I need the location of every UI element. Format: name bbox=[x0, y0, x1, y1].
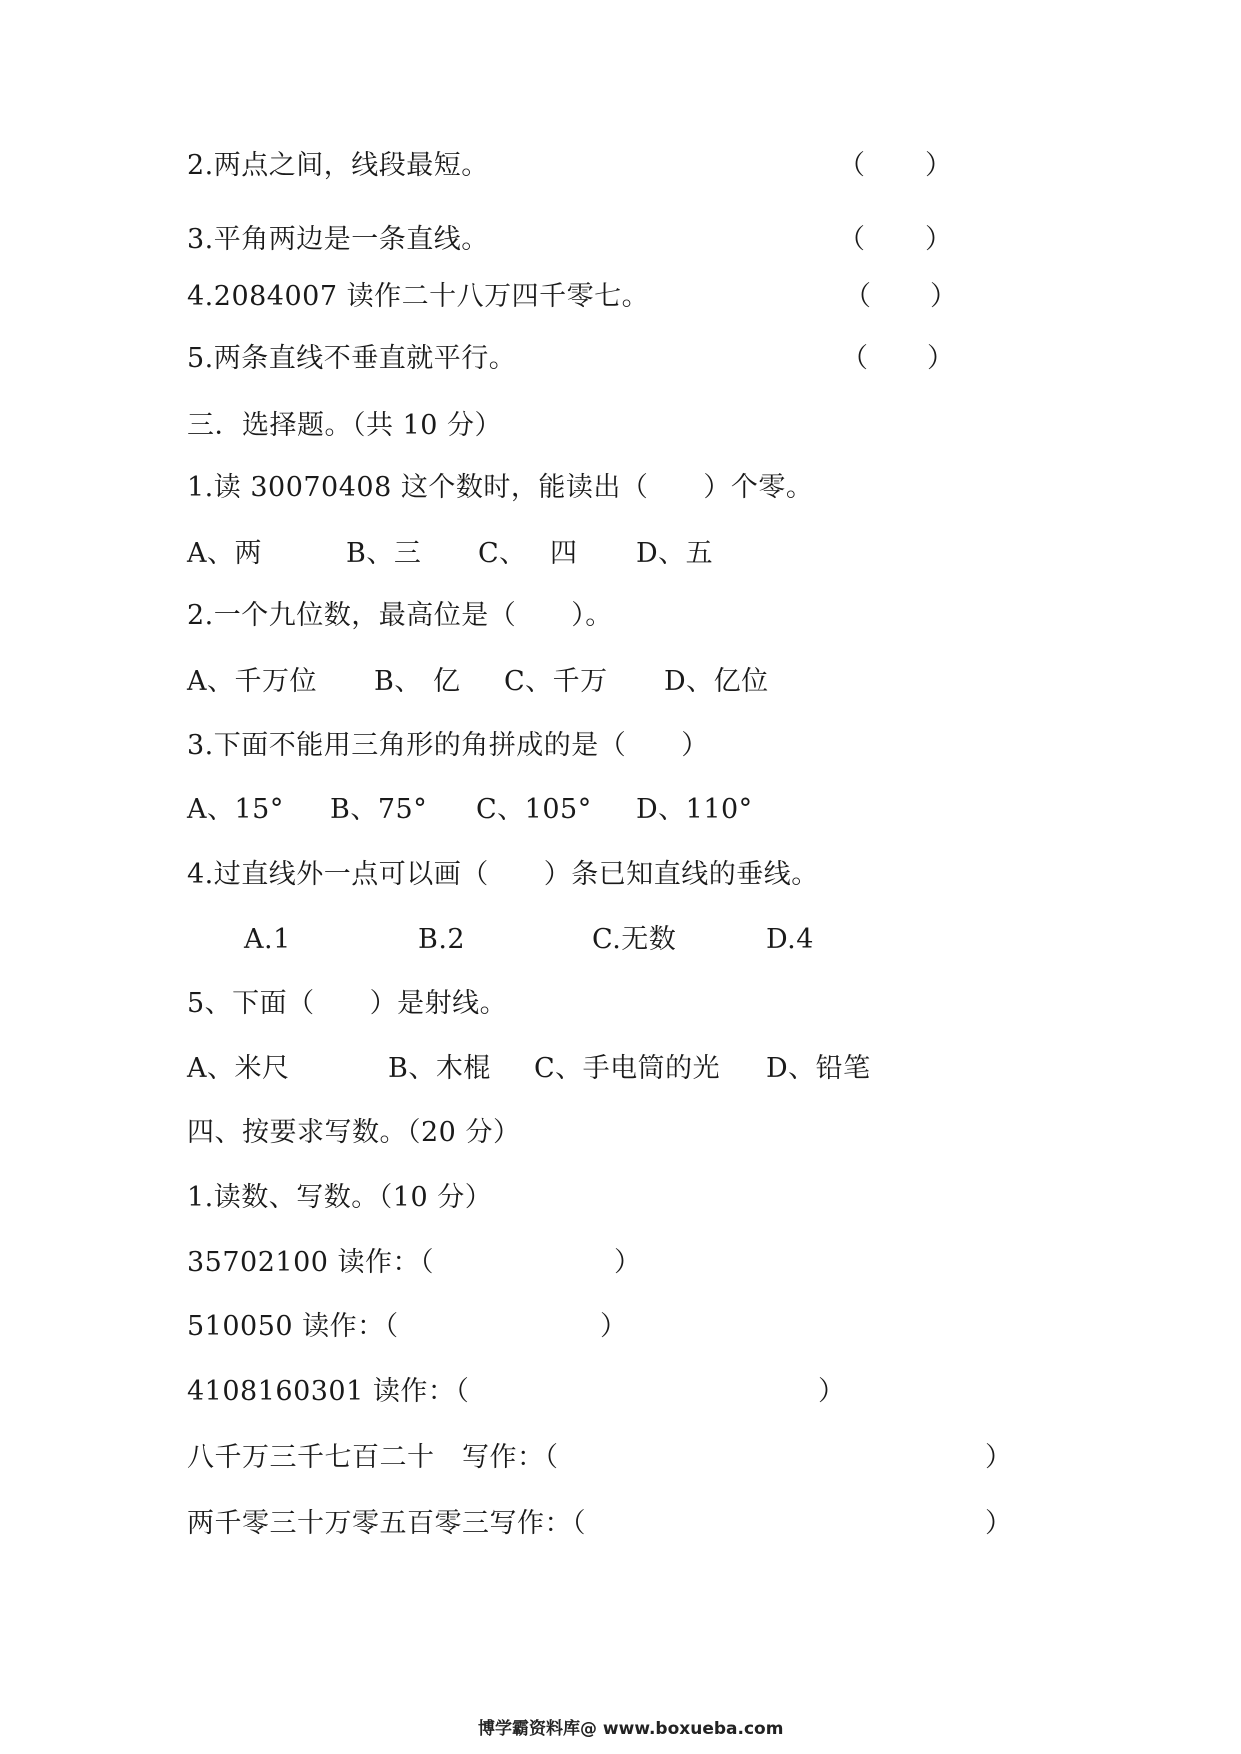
question-2-stem: 2.一个九位数，最高位是（ ）。 bbox=[187, 600, 613, 631]
question-3-stem: 3.下面不能用三角形的角拼成的是（ ） bbox=[187, 730, 709, 761]
answer-paren-close: ） bbox=[925, 150, 952, 181]
section-4-heading: 四、按要求写数。（20 分） bbox=[187, 1117, 521, 1148]
option-c: C.无数 bbox=[592, 924, 677, 955]
option-c: C、千万 bbox=[504, 666, 608, 697]
option-b-value: 亿 bbox=[433, 666, 461, 697]
answer-paren-open: （ bbox=[844, 281, 871, 312]
write-number-row: 两千零三十万零五百零三写作：（ bbox=[187, 1508, 586, 1539]
judgement-item-4: 4.2084007 读作二十八万四千零七。 bbox=[187, 281, 650, 312]
option-d: D、110° bbox=[636, 794, 753, 825]
answer-paren-close: ） bbox=[927, 343, 954, 374]
judgement-item-5: 5.两条直线不垂直就平行。 bbox=[187, 343, 517, 374]
option-c-value: 四 bbox=[550, 538, 578, 569]
answer-paren-open: （ bbox=[841, 343, 868, 374]
option-a: A、千万位 bbox=[187, 666, 317, 697]
section-4-subheading: 1.读数、写数。（10 分） bbox=[187, 1182, 493, 1213]
option-d: D、五 bbox=[636, 538, 714, 569]
option-d: D、亿位 bbox=[664, 666, 769, 697]
answer-paren-open: （ bbox=[838, 224, 865, 255]
option-a: A、15° bbox=[187, 794, 284, 825]
read-number-row: 4108160301 读作：（ bbox=[187, 1376, 470, 1407]
question-4-stem: 4.过直线外一点可以画（ ）条已知直线的垂线。 bbox=[187, 859, 819, 890]
option-b: B、75° bbox=[330, 794, 428, 825]
answer-paren-close: ） bbox=[614, 1247, 641, 1278]
option-c: C、105° bbox=[476, 794, 592, 825]
option-a: A.1 bbox=[244, 924, 291, 955]
answer-paren-close: ） bbox=[600, 1311, 627, 1342]
answer-paren-close: ） bbox=[925, 224, 952, 255]
option-c: C、 bbox=[478, 538, 527, 569]
answer-paren-close: ） bbox=[985, 1442, 1012, 1473]
option-b: B.2 bbox=[418, 924, 466, 955]
answer-paren-close: ） bbox=[985, 1508, 1012, 1539]
section-3-heading: 三．选择题。（共 10 分） bbox=[187, 410, 503, 441]
option-b: B、木棍 bbox=[388, 1053, 491, 1084]
option-a: A、米尺 bbox=[187, 1053, 290, 1084]
answer-paren-close: ） bbox=[930, 281, 957, 312]
question-1-stem: 1.读 30070408 这个数时，能读出（ ）个零。 bbox=[187, 472, 814, 503]
judgement-item-2: 2.两点之间，线段最短。 bbox=[187, 150, 489, 181]
read-number-row: 510050 读作：（ bbox=[187, 1311, 399, 1342]
option-b: B、三 bbox=[346, 538, 422, 569]
answer-paren-open: （ bbox=[838, 150, 865, 181]
option-d: D.4 bbox=[766, 924, 814, 955]
write-number-row: 八千万三千七百二十 写作：（ bbox=[187, 1442, 559, 1473]
footer-watermark: 博学霸资料库@ www.boxueba.com bbox=[478, 1719, 784, 1739]
option-d: D、铅笔 bbox=[766, 1053, 871, 1084]
judgement-item-3: 3.平角两边是一条直线。 bbox=[187, 224, 489, 255]
read-number-row: 35702100 读作：（ bbox=[187, 1247, 435, 1278]
option-c: C、手电筒的光 bbox=[534, 1053, 721, 1084]
option-b: B、 bbox=[374, 666, 422, 697]
option-a: A、两 bbox=[187, 538, 262, 569]
question-5-stem: 5、下面（ ）是射线。 bbox=[187, 988, 508, 1019]
answer-paren-close: ） bbox=[818, 1376, 845, 1407]
